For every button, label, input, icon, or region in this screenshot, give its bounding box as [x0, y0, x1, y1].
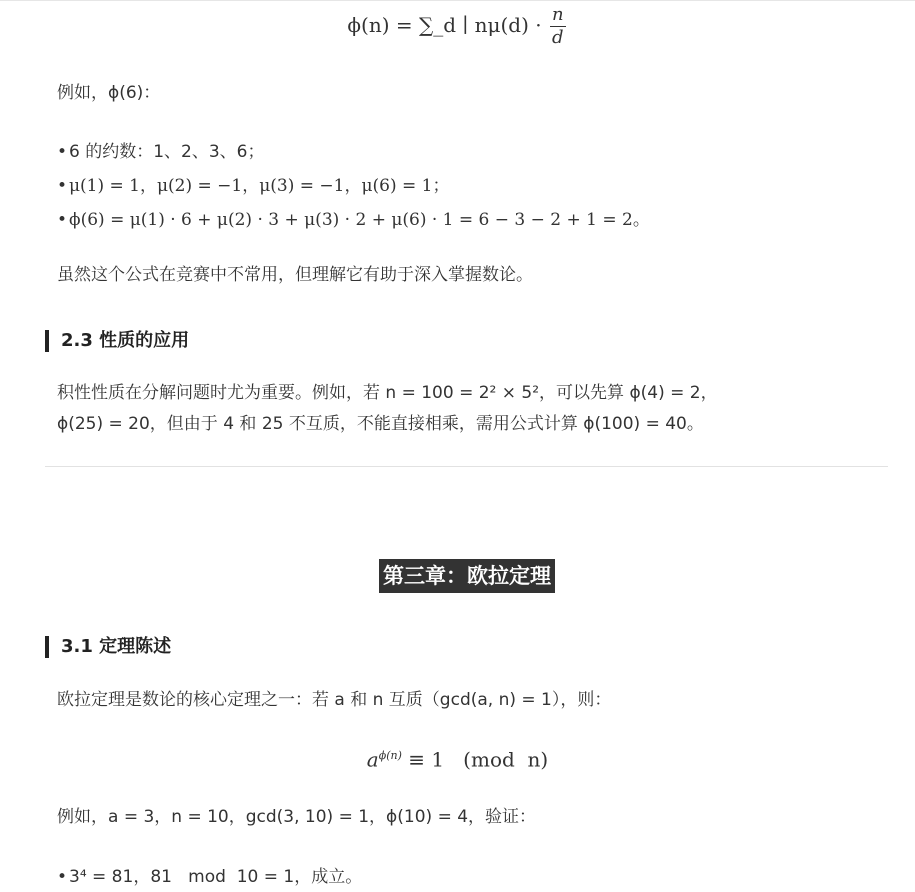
section-divider — [45, 466, 888, 467]
section-heading-2-3: 2.3 性质的应用 — [45, 330, 189, 352]
list-item — [57, 171, 449, 196]
theorem-base: a — [366, 747, 379, 772]
theorem-exponent: ϕ(n) — [378, 749, 402, 762]
theorem-statement: 欧拉定理是数论的核心定理之一：若 a 和 n 互质（gcd(a, n) = 1），则： — [57, 690, 612, 710]
example-paragraph: 例如，a = 3，n = 10，gcd(3, 10) = 1，ϕ(10) = 4，验证： — [57, 807, 537, 827]
formula-fraction — [550, 6, 566, 47]
bullet-dot: • — [57, 210, 68, 230]
list-item — [57, 205, 650, 230]
chapter-title: 第三章：欧拉定理 — [379, 559, 555, 593]
formula-lhs: ϕ(n) = ∑ — [347, 13, 434, 37]
paragraph-line: ϕ(25) = 20，但由于 4 和 25 不互质，不能直接相乘，需用公式计算 ϕ(100) = 40。 — [57, 414, 704, 434]
paragraph-line: 积性性质在分解问题时尤为重要。例如，若 n = 100 = 2² × 5²，可以先算 ϕ(4) = 2， — [57, 383, 718, 403]
section-heading-3-1: 3.1 定理陈述 — [45, 636, 171, 658]
top-divider — [0, 0, 915, 1]
remark-paragraph: 虽然这个公式在竞赛中不常用，但理解它有助于深入掌握数论。 — [57, 265, 533, 285]
fraction-numerator: n — [551, 4, 564, 25]
phi-mobius-formula — [0, 2, 915, 48]
list-item — [57, 137, 264, 162]
bullet-dot: • — [57, 867, 68, 887]
bullet-dot: • — [57, 142, 68, 162]
euler-theorem-formula — [0, 738, 915, 774]
list-item-text: 3⁴ = 81，81 mod 10 = 1，成立。 — [69, 867, 363, 887]
fraction-denominator: d — [552, 27, 564, 48]
theorem-congruence: ≡ 1 (mod n) — [408, 747, 549, 772]
bullet-dot: • — [57, 176, 68, 196]
list-item-text: 6 的约数：1、2、3、6； — [69, 142, 265, 162]
list-item-text: ϕ(6) = μ(1) · 6 + μ(2) · 3 + μ(3) · 2 + μ(6) · 1 = 6 − 3 − 2 + 1 = 2。 — [69, 210, 650, 230]
formula-sum-index: _d ∣ nμ(d) · — [433, 13, 542, 37]
list-item-text: μ(1) = 1，μ(2) = −1，μ(3) = −1，μ(6) = 1； — [69, 176, 450, 196]
section-2-3-paragraph — [57, 378, 877, 440]
example-intro: 例如，ϕ(6)： — [57, 83, 161, 103]
list-item — [57, 862, 362, 887]
